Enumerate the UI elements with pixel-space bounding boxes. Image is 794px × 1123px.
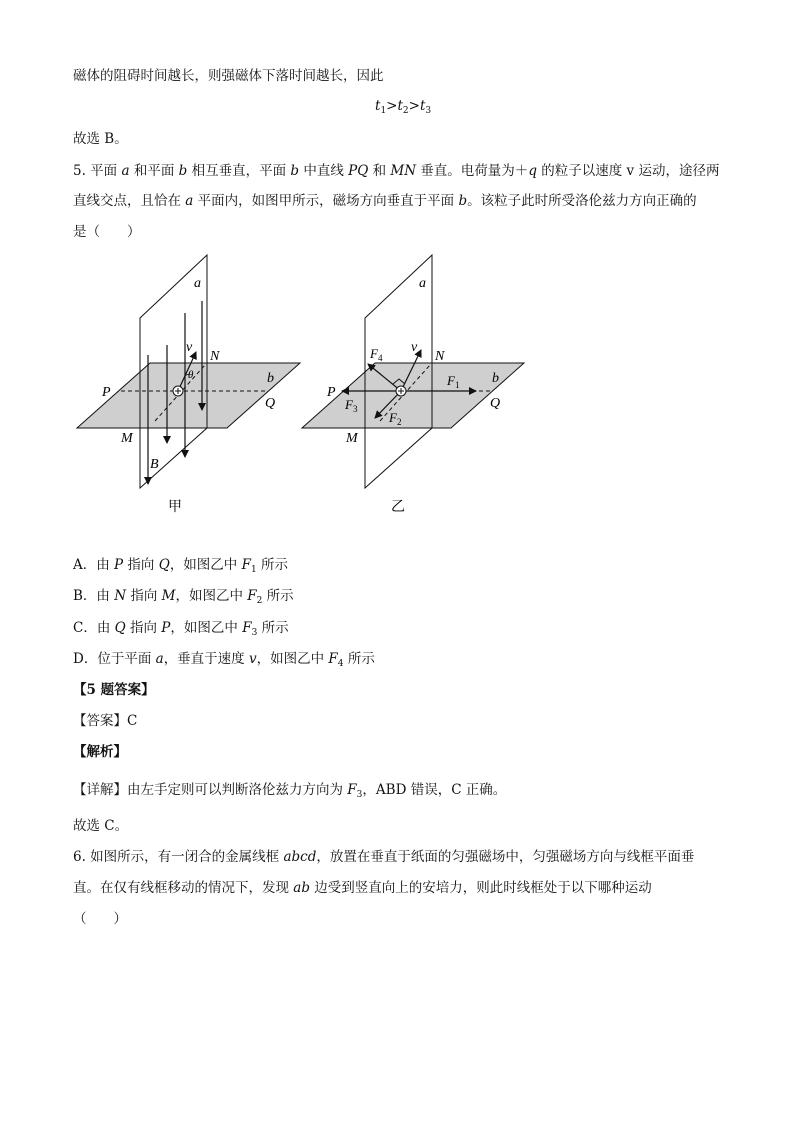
svg-text:a: a <box>194 276 201 291</box>
q5-stem-line1: 5. 平面 a 和平面 b 相互垂直，平面 b 中直线 PQ 和 MN 垂直。电荷量为＋q 的粒子以速度 v 运动，途径两 <box>73 163 720 179</box>
svg-text:θ: θ <box>188 369 194 381</box>
detail-explanation: 【详解】由左手定则可以判断洛伦兹力方向为 $F_3$，ABD 错误，C 正确。 <box>73 782 507 800</box>
svg-text:N: N <box>210 349 220 364</box>
svg-text:F2: $F_2$ <box>389 410 402 427</box>
option-a[interactable]: A．由 P 指向 Q，如图乙中 $F_1$ 所示 <box>73 557 289 575</box>
prev-conclusion: 故选 B。 <box>73 131 128 147</box>
svg-text:甲: 甲 <box>168 500 182 515</box>
option-b[interactable]: B．由 N 指向 M，如图乙中 $F_2$ 所示 <box>73 588 294 606</box>
time-relation: $t_1>t_2>t_3$ <box>375 98 432 116</box>
q6-stem-line2: 直。在仅有线框移动的情况下，发现 ab 边受到竖直向上的安培力，则此时线框处于以下哪种运动 <box>73 880 652 896</box>
svg-text:Q: Q <box>265 396 276 411</box>
q6-stem-line1: 6. 如图所示，有一闭合的金属线框 abcd，放置在垂直于纸面的匀强磁场中，匀强磁场方向与线框平面垂 <box>73 849 695 865</box>
svg-text:B: B <box>150 457 159 472</box>
figure-yi <box>295 248 535 520</box>
svg-text:P: P <box>102 385 111 400</box>
prev-solution-text: 磁体的阻碍时间越长，则强磁体下落时间越长，因此 <box>73 68 384 84</box>
q5-stem-line3: 是（ ） <box>73 224 141 240</box>
answer: 【答案】C <box>73 713 138 729</box>
svg-text:a: a <box>419 276 426 291</box>
svg-text:M: M <box>346 431 358 446</box>
q5-conclusion: 故选 C。 <box>73 818 129 834</box>
svg-text:b: b <box>492 371 499 386</box>
svg-text:F1: $F_1$ <box>447 373 460 390</box>
q5-stem-line2: 直线交点，且恰在 a 平面内，如图甲所示，磁场方向垂直于平面 b。该粒子此时所受洛伦兹力方向正确的 <box>73 193 697 209</box>
option-c[interactable]: C．由 Q 指向 P，如图乙中 $F_3$ 所示 <box>73 620 289 638</box>
answer-header: 【5 题答案】 <box>73 682 155 698</box>
svg-text:v: v <box>411 340 418 355</box>
analysis-header: 【解析】 <box>73 744 127 760</box>
q6-stem-line3: （ ） <box>73 911 127 927</box>
svg-text:N: N <box>435 349 445 364</box>
svg-text:F4: $F_4$ <box>370 346 383 363</box>
svg-text:Q: Q <box>490 396 501 411</box>
svg-text:P: P <box>327 385 336 400</box>
svg-text:乙: 乙 <box>391 500 405 515</box>
svg-text:v: v <box>186 340 193 355</box>
svg-text:M: M <box>121 431 133 446</box>
figure-jia <box>70 248 310 520</box>
svg-text:F3: $F_3$ <box>345 397 358 414</box>
option-d[interactable]: D．位于平面 a，垂直于速度 v，如图乙中 $F_4$ 所示 <box>73 651 375 669</box>
svg-text:b: b <box>267 371 274 386</box>
